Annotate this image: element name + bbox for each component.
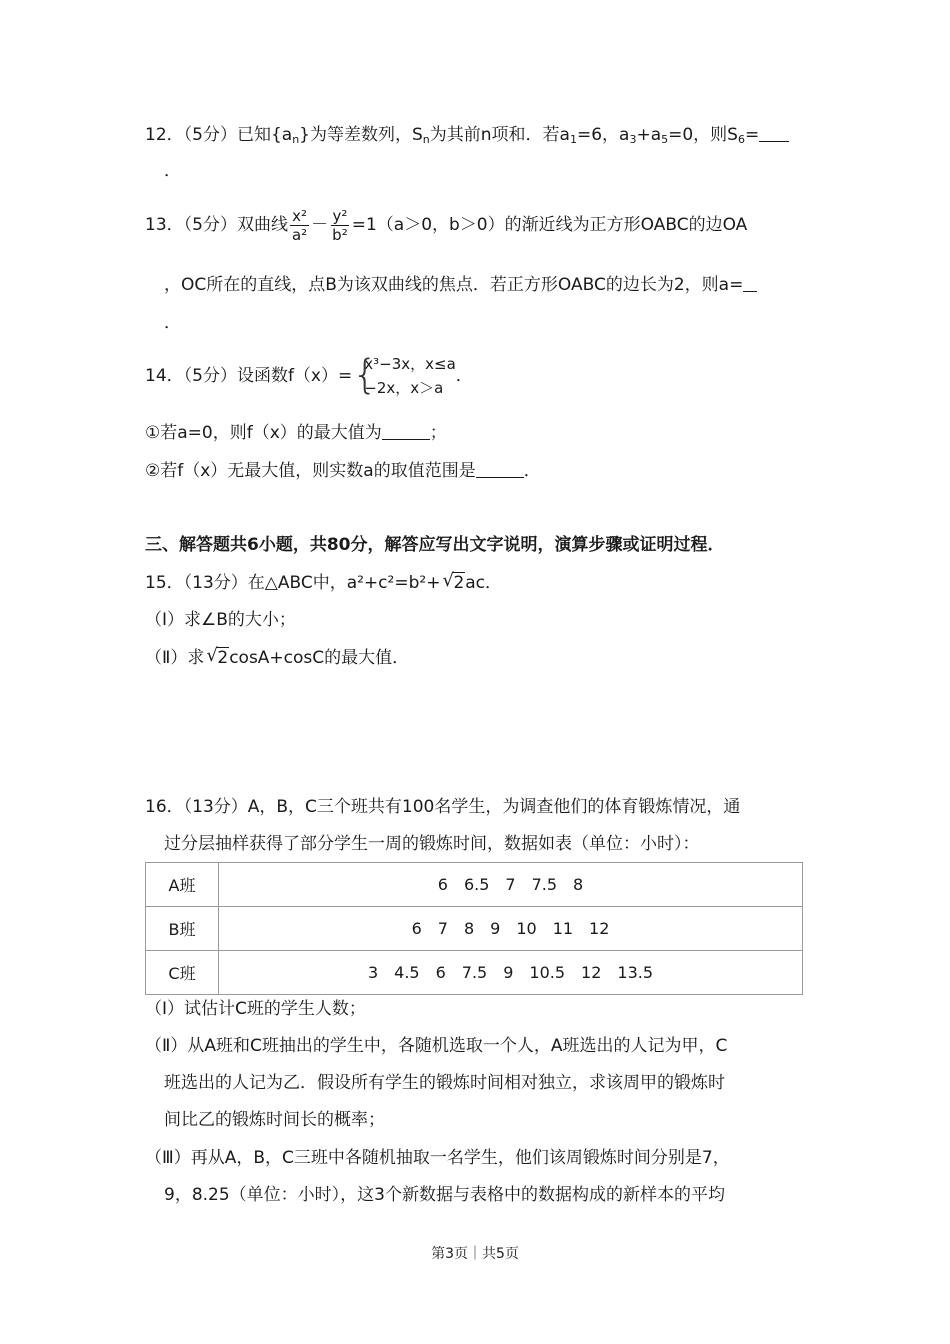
class-cell: C班 (146, 951, 219, 995)
q12-sub: 1 (569, 133, 577, 146)
radicand: 2 (217, 648, 229, 668)
q12-text: =0，则S (668, 125, 738, 145)
q12-text: = (744, 125, 760, 145)
radical-icon: √ (442, 570, 454, 591)
value: 12 (581, 963, 602, 982)
values-cell (219, 951, 803, 995)
q15-text: cosA+cosC的最大值． (229, 648, 410, 668)
q12-dot: ． (164, 161, 181, 181)
fraction-numerator: x² (292, 206, 307, 225)
q15-part1: （Ⅰ）求∠B的大小； (145, 610, 296, 630)
q16-part3-line2: 9，8.25（单位：小时），这3个新数据与表格中的数据构成的新样本的平均 (164, 1185, 725, 1205)
answer-blank[interactable] (476, 461, 524, 478)
class-cell: B班 (146, 907, 219, 951)
value: 7.5 (461, 963, 488, 982)
q12-text: 为其前n项和．若a (429, 125, 570, 145)
value: 6.5 (463, 875, 490, 894)
value: 10.5 (529, 963, 566, 982)
q12-text: }为等差数列，S (299, 125, 423, 145)
fraction-x2-a2 (290, 207, 309, 244)
q16-line2: 过分层抽样获得了部分学生一周的锻炼时间，数据如表（单位：小时）： (164, 834, 700, 854)
value: 7.5 (531, 875, 558, 894)
answer-blank[interactable] (759, 125, 789, 142)
page-footer: 第3页｜共5页 (431, 1246, 519, 1262)
value: 11 (552, 919, 574, 938)
q14-line (145, 350, 473, 402)
table-row (146, 863, 803, 907)
piecewise-case: −2x，x＞a (364, 379, 444, 397)
fraction-y2-b2 (330, 207, 350, 244)
q12-text: +a (636, 125, 662, 145)
radicand: 2 (453, 573, 465, 593)
q15-part2 (145, 647, 409, 669)
q13-text: =1（a＞0，b＞0）的渐近线为正方形OABC的边OA (351, 215, 748, 235)
table-row (146, 907, 803, 951)
q12-text: =6，a (576, 125, 630, 145)
q15-line (145, 572, 502, 594)
q13-minus: － (311, 215, 329, 235)
answer-blank[interactable] (743, 275, 757, 292)
q16-part2-line2: 班选出的人记为乙．假设所有学生的锻炼时间相对独立，求该周甲的锻炼时 (164, 1073, 725, 1093)
q14-text: ①若a=0，则f（x）的最大值为 (145, 423, 382, 443)
q16-part1: （Ⅰ）试估计C班的学生人数； (145, 999, 366, 1019)
values-cell (219, 863, 803, 907)
value: 6 (435, 963, 446, 982)
piecewise-case: x³−3x，x≤a (364, 355, 456, 373)
q16-part2-line3: 间比乙的锻炼时间长的概率； (164, 1110, 385, 1130)
answer-blank[interactable] (382, 423, 430, 440)
q14-text: ②若f（x）无最大值，则实数a的取值范围是 (145, 461, 476, 481)
section-heading: 三、解答题共6小题，共80分，解答应写出文字说明，演算步骤或证明过程． (145, 535, 725, 555)
q15-text: 15．（13分）在△ABC中，a²+c²=b²+ (145, 573, 441, 593)
value: 10 (516, 919, 537, 938)
value: 3 (367, 963, 379, 982)
q14-text: ． (523, 461, 541, 481)
q14-part2 (145, 460, 541, 482)
q13-dot: ． (164, 313, 181, 333)
q15-text: （Ⅱ）求 (145, 648, 205, 668)
fraction-denominator: a² (291, 225, 308, 244)
values-cell (219, 907, 803, 951)
q13-line1 (145, 204, 747, 246)
q15-text: ac． (465, 573, 503, 593)
value: 6 (437, 875, 448, 894)
left-brace-icon: { (352, 352, 378, 398)
value: 6 (411, 919, 422, 938)
q14-text: 14．（5分）设函数f（x）= (145, 366, 353, 386)
q13-text: 13．（5分）双曲线 (145, 215, 288, 235)
value: 7 (505, 875, 516, 894)
q12-line (145, 124, 789, 151)
q16-part2-line1: （Ⅱ）从A班和C班抽出的学生中，各随机选取一个人，A班选出的人记为甲，C (145, 1036, 728, 1056)
radical-icon: √ (206, 645, 218, 666)
q12-text: 12．（5分）已知{a (145, 125, 293, 145)
q16-part3-line1: （Ⅲ）再从A，B，C三班中各随机抽取一名学生，他们该周锻炼时间分别是7， (145, 1148, 730, 1168)
q14-text: ； (429, 423, 447, 443)
sqrt-expression (206, 647, 229, 669)
q12-sub: 6 (737, 133, 745, 146)
value: 8 (573, 875, 584, 894)
q16-line1: 16．（13分）A，B，C三个班共有100名学生，为调查他们的体育锻炼情况，通 (145, 797, 741, 817)
q12-sub: 5 (661, 133, 669, 146)
piecewise-function (352, 352, 456, 400)
value: 7 (437, 919, 448, 938)
sqrt-expression (442, 572, 465, 594)
q14-text: ． (455, 366, 473, 386)
q12-sub: 3 (629, 133, 637, 146)
q13-line2 (164, 274, 757, 296)
exercise-time-table (145, 862, 803, 995)
value: 9 (490, 919, 501, 938)
value: 8 (463, 919, 475, 938)
q13-text: ，OC所在的直线，点B为该双曲线的焦点．若正方形OABC的边长为2，则a= (164, 275, 744, 295)
q12-sub: n (422, 133, 430, 146)
fraction-numerator: y² (332, 206, 348, 225)
q12-sub: n (292, 133, 300, 146)
class-cell: A班 (146, 863, 219, 907)
value: 13.5 (617, 963, 654, 982)
table-row (146, 951, 803, 995)
fraction-denominator: b² (332, 225, 348, 244)
value: 12 (589, 919, 610, 938)
value: 9 (503, 963, 514, 982)
value: 4.5 (394, 963, 420, 982)
q14-part1 (145, 422, 447, 444)
